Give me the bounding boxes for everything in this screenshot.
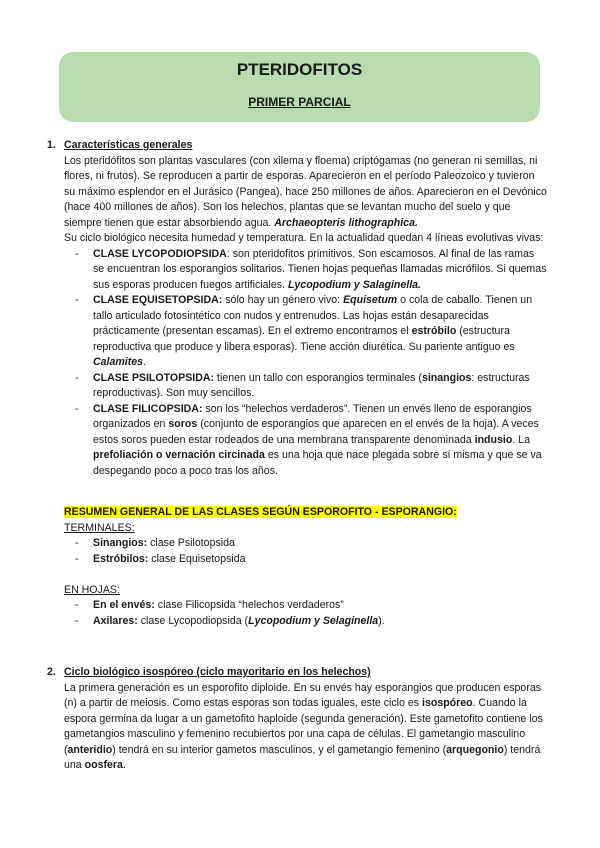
header-box <box>59 52 540 122</box>
cycle-text: ) tendrá una <box>64 743 541 771</box>
term: soros <box>168 418 198 430</box>
section-biological-cycle <box>47 665 547 774</box>
species-name: Archaeopteris lithographica. <box>274 216 418 229</box>
class-description: es una hoja que nace plegada sobre sí misma y que se va despegando poco a poco tras los años. <box>93 449 542 477</box>
section-heading-text: Ciclo biológico isospóreo (ciclo mayoritario en los helechos) <box>64 666 371 678</box>
section-heading <box>47 665 547 681</box>
class-description: (estructura reproductiva que produce y libera esporas). Tiene acción diurética. Su pariente antiguo es <box>93 325 515 353</box>
term: Axilares: <box>93 614 138 627</box>
term: sinangios <box>421 371 472 384</box>
term: arquegonio <box>446 743 504 756</box>
section-number: 1. <box>47 139 56 151</box>
cycle-text: ) tendrá en su interior gametos masculinos, y el gametangio femenino ( <box>112 743 447 756</box>
class-description: (conjunto de esporangios que aparecen en el envés de la hoja). A veces estos soros pueden estar rodeados de una membrana transparente denominada <box>93 418 539 446</box>
summary-title: RESUMEN GENERAL DE LAS CLASES SEGÚN ESPOROFITO - ESPORANGIO: <box>64 506 457 518</box>
class-description: son los “helechos verdaderos”. Tienen un envés lleno de esporangios organizados en <box>93 402 532 430</box>
class-description: sólo hay un género vivo: <box>222 294 341 306</box>
classes-list <box>47 247 547 480</box>
class-name: CLASE LYCOPODIOPSIDA <box>93 247 227 260</box>
class-description: tienen un tallo con esporangios terminales ( <box>214 371 422 384</box>
intro-paragraph <box>47 154 547 232</box>
species-name: Lycopodium y Selaginella <box>248 614 379 627</box>
list-item <box>93 371 547 402</box>
term: Estróbilos: <box>93 552 149 565</box>
item-text: clase Psilotopsida <box>147 537 235 549</box>
class-description: . <box>143 356 147 368</box>
section-heading <box>47 138 547 154</box>
term: En el envés: <box>93 599 155 611</box>
cycle-paragraph <box>47 681 547 774</box>
item-text: clase Filicopsida “helechos verdaderos” <box>154 599 344 611</box>
section-heading-text: Características generales <box>64 139 193 151</box>
lifecycle-paragraph: Su ciclo biológico necesita humedad y temperatura. En la actualidad quedan 4 líneas evolutivas vivas: <box>64 232 544 244</box>
cycle-text: La primera generación es un esporofito diploide. En su envés hay esporangios que producen esporas (n) a partir de meiosis. Como estas esporas son todas iguales, este ciclo es <box>64 681 542 709</box>
class-description: . La <box>512 433 530 446</box>
page-title: PTERIDOFITOS <box>236 60 363 79</box>
section-number: 2. <box>47 666 56 678</box>
terminales-list <box>64 536 544 567</box>
term: isospóreo <box>422 697 473 709</box>
species-name: Lycopodium y Salaginella. <box>287 278 421 291</box>
list-item <box>93 402 547 480</box>
term: indusio <box>474 433 513 446</box>
item-text: ). <box>378 614 385 627</box>
species-name: Calamites <box>93 356 144 368</box>
page-subtitle: PRIMER PARCIAL <box>248 95 351 109</box>
section-general-characteristics <box>47 138 547 479</box>
list-item <box>93 247 547 294</box>
item-text: clase Lycopodiopsida ( <box>137 614 249 627</box>
class-name: CLASE PSILOTOPSIDA: <box>93 371 215 384</box>
genus-name: Equisetum <box>343 294 398 306</box>
term: anteridio <box>67 743 113 756</box>
term: oosfera <box>84 759 123 771</box>
list-item <box>93 614 544 630</box>
class-description: : estructuras reproductivas). Son muy sencillos. <box>93 371 530 399</box>
class-name: CLASE EQUISETOPSIDA: <box>93 294 223 306</box>
class-name: CLASE FILICOPSIDA: <box>93 402 203 415</box>
list-item <box>93 293 547 371</box>
cycle-text: . <box>122 759 126 771</box>
list-item <box>93 536 544 552</box>
item-text: clase Equisetopsida <box>148 552 246 565</box>
term: estróbilo <box>411 325 457 337</box>
list-item <box>93 552 544 568</box>
summary-section <box>64 505 544 629</box>
hojas-list <box>64 598 544 629</box>
class-description: : son pteridofitos primitivos. Son escamosos. Al final de las ramas se encuentran los esporangios solitarios. Tienen hojas pequeñas llamadas micrófilos. Si quemas sus esporas producen fuegos artificiales. <box>93 247 547 291</box>
intro-text: Los pteridófitos son plantas vasculares (con xilema y floema) criptógamas (no generan ni semillas, ni flores, ni frutos). Se reproducen a partir de esporas. Aparecieron en el período Paleozoico y tuvieron su máximo esplendor en el Jurásico (Pangea), hace 250 millones de años. Aparecieron en el Devónico (hace 400 millones de años). Son los helechos, plantas que se levantan mucho del suelo y que siempre tienen que estar absorbiendo agua. <box>64 154 547 229</box>
term: prefoliación o vernación circinada <box>93 449 265 461</box>
class-description: o cola de caballo. Tienen un tallo articulado fotosintético con nudos y entrenudos. Las hojas están desaparecidas prácticamente (presentan escamas). En el extremo encontramos el <box>93 294 533 337</box>
list-item <box>93 598 544 614</box>
term: Sinangios: <box>93 537 148 549</box>
terminales-label: TERMINALES: <box>64 521 135 534</box>
hojas-label: EN HOJAS: <box>64 583 120 596</box>
cycle-text: . Cuando la espora germina da lugar a un gametofito haploide (segunda generación). Este gametofito contiene los gametangios masculino y femenino recubiertos por una capa de células. El gametangio masculino ( <box>64 697 543 756</box>
